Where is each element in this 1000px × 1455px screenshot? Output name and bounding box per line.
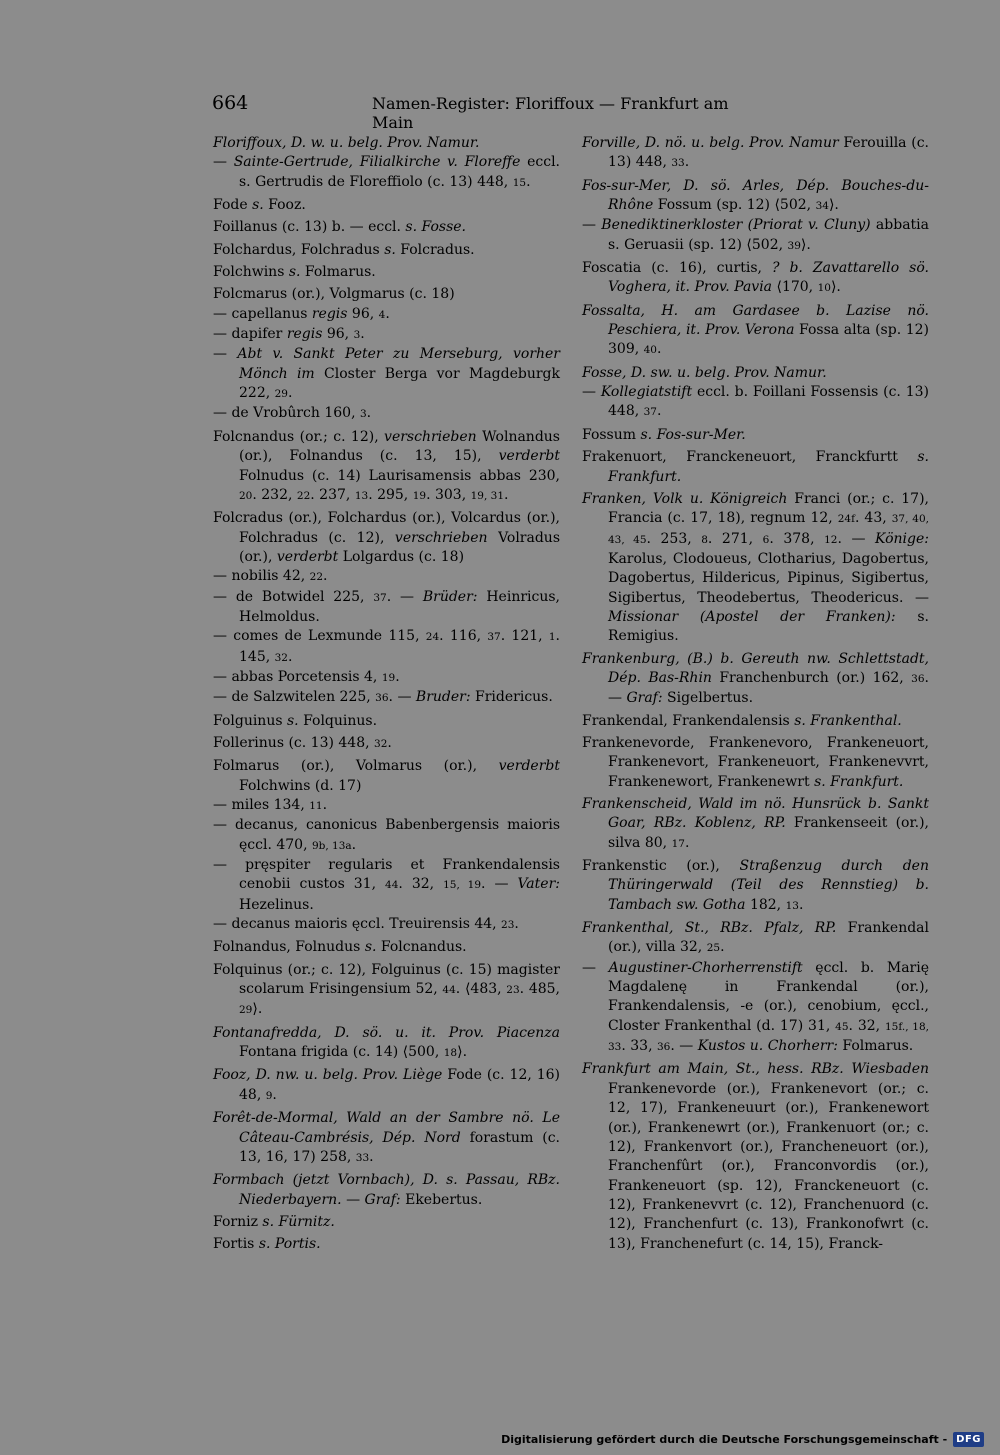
line-reference: 37 — [643, 406, 657, 419]
entry-text: . 116, — [439, 628, 488, 645]
line-reference: 44 — [385, 879, 399, 892]
line-reference: 39 — [787, 239, 801, 252]
index-entry — [213, 241, 560, 260]
line-reference: 24f — [837, 513, 855, 526]
entry-text: Wolnandus (or.), Folnandus (c. 13, 15), — [239, 428, 560, 465]
index-entry — [213, 404, 560, 424]
line-reference: 45 — [835, 1020, 849, 1033]
entry-text: . 32, — [398, 876, 444, 893]
entry-text: Folcnandus. — [376, 939, 467, 956]
entry-text: Foillanus (c. 13) b. — eccl. — [213, 219, 406, 236]
entry-text: . 271, — [707, 530, 763, 547]
line-reference: 34 — [815, 200, 829, 213]
italic-text: Frankenthal, St., RBz. Pfalz, RP. — [582, 920, 837, 937]
entry-text: ⟩. — [800, 236, 811, 253]
entry-text: . — [684, 834, 690, 851]
italic-text: Frankenburg, (B.) b. Gereuth nw. Schlettstadt, Dép. Bas-Rhin — [582, 650, 929, 686]
italic-text: Kustos u. Chorherr: — [697, 1038, 838, 1055]
index-entry — [213, 734, 560, 754]
index-entry — [582, 177, 929, 217]
line-reference: 36 — [657, 1041, 671, 1054]
line-reference: 24 — [425, 631, 440, 644]
entry-text: . — [657, 341, 662, 358]
page-footer — [501, 1429, 984, 1449]
line-reference: 44 — [442, 984, 456, 997]
line-reference: 36 — [911, 672, 925, 685]
line-reference: 11 — [309, 800, 323, 812]
line-reference: 29 — [239, 1004, 253, 1017]
index-entry — [213, 757, 560, 796]
entry-text: Folmarus. — [300, 264, 376, 281]
italic-text: Graf: — [626, 690, 663, 707]
entry-text: . — [366, 405, 372, 422]
index-entry — [213, 1024, 560, 1064]
entry-text: Forniz — [213, 1213, 263, 1230]
entry-text: Heinricus, Helmoldus. — [239, 588, 560, 625]
entry-text: . 121, — [500, 628, 549, 645]
entry-text: Frankendal (or.), villa 32, — [608, 920, 930, 956]
entry-text: — — [213, 346, 238, 363]
italic-text: s. Frankfurt. — [814, 773, 904, 790]
line-reference: 36 — [375, 692, 389, 705]
italic-text: s. Fürnitz. — [262, 1213, 335, 1230]
italic-text: Kollegiatstift — [600, 384, 693, 401]
entry-text: . 295, — [368, 486, 413, 503]
italic-text: s. — [384, 241, 396, 258]
entry-text: Folchwins (d. 17) — [239, 777, 362, 794]
entry-text: Frankendal, Frankendalensis — [582, 712, 795, 729]
line-reference: 18 — [443, 1047, 458, 1060]
entry-text: — — [341, 1191, 365, 1208]
italic-text: Forêt-de-Mormal, Wald an der Sambre nö. Le Câteau-Cambrésis, Dép. Nord — [213, 1110, 560, 1146]
index-entry — [213, 285, 560, 304]
entry-text: Fortis — [213, 1236, 259, 1253]
entry-text: — decanus, canonicus Babenbergensis maioris ęccl. 470, — [213, 817, 560, 853]
index-entry — [213, 938, 560, 957]
entry-text: . — [504, 486, 509, 503]
index-entry — [213, 196, 560, 215]
entry-text: Ferouilla (c. 13) 448, — [608, 135, 929, 171]
entry-text: . — — [837, 530, 876, 547]
italic-text: Fosse, D. sw. u. belg. Prov. Namur. — [582, 364, 827, 381]
index-entry — [213, 345, 560, 404]
line-reference: 13 — [785, 899, 799, 912]
entry-text: . — — [388, 689, 416, 706]
line-reference: 33 — [671, 157, 685, 170]
index-entry — [213, 153, 560, 193]
italic-text: Frankenscheid, Wald im nö. Hunsrück b. Sankt Goar, RBz. Koblenz, RP. — [582, 796, 929, 832]
entry-text: . — [798, 896, 804, 913]
entry-text: . — [385, 305, 390, 322]
entry-text: abbatia s. Geruasii (sp. 12) ⟨502, — [608, 217, 929, 253]
line-reference: 20 — [239, 489, 253, 502]
italic-text: Fontanafredda, D. sö. u. it. Prov. Piacenza — [213, 1024, 560, 1041]
index-entry — [582, 712, 929, 731]
entry-text: Folmarus (or.), Volmarus (or.), — [213, 758, 499, 775]
index-entry — [213, 567, 560, 587]
entry-text: Folchwins — [213, 264, 289, 281]
entry-text: Folnandus, Folnudus — [213, 939, 365, 956]
line-reference: 25 — [706, 942, 721, 955]
italic-text: s. Fosse. — [405, 219, 466, 236]
index-entry — [213, 688, 560, 708]
line-reference: 23 — [506, 984, 520, 997]
line-reference: 8 — [701, 533, 708, 546]
line-reference: 3 — [353, 329, 361, 342]
italic-text: Benediktinerkloster (Priorat v. Cluny) — [601, 217, 871, 234]
entry-text: ⟨170, — [772, 279, 818, 296]
italic-text: s. — [364, 939, 377, 956]
entry-text: ⟩. — [828, 197, 839, 214]
index-entry — [582, 383, 929, 423]
entry-text: Folguinus — [213, 712, 287, 729]
entry-text: Fossa alta (sp. 12) 309, — [608, 322, 930, 358]
entry-text: — de Vrobûrch 160, — [213, 405, 360, 422]
line-reference: 37 — [487, 631, 501, 644]
italic-text: s. — [252, 197, 264, 214]
entry-text: eccl. s. Gertrudis de Floreffiolo (c. 13) 448, — [239, 154, 560, 190]
entry-text: . 303, — [426, 486, 471, 503]
entry-text: Fode (c. 12, 16) 48, — [239, 1067, 561, 1103]
line-reference: 15 — [512, 176, 527, 189]
index-entry — [582, 216, 929, 256]
index-entry — [213, 816, 560, 856]
line-reference: 37 — [373, 591, 387, 604]
italic-text: Vater: — [517, 876, 560, 893]
line-reference: 23 — [501, 919, 515, 932]
entry-text: ⟩. — [252, 1001, 263, 1018]
entry-text: — pręspiter regularis et Frankendalensis cenobii custos 31, — [213, 857, 560, 893]
line-reference: 19 — [412, 489, 427, 502]
line-reference: 22 — [309, 571, 324, 584]
line-reference: 17 — [671, 837, 685, 850]
index-entry — [582, 650, 929, 709]
index-entry — [213, 263, 560, 282]
entry-text: — — [582, 384, 601, 401]
entry-text: . 33, — [621, 1038, 657, 1055]
italic-text: verderbt — [276, 548, 339, 565]
entry-text: — — [582, 959, 609, 976]
entry-text: — — [213, 154, 234, 171]
italic-text: s. Portis. — [258, 1236, 321, 1253]
entry-text: ęccl. b. Marię Magdalenę in Frankendal (or.), Frankendalensis, -e (or.), cenobium, ęccl., Closter Frankenthal (d. 17) 31, — [608, 959, 929, 1034]
entry-text: Folchardus, Folchradus — [213, 241, 385, 258]
entry-text: Volradus (or.), — [239, 529, 560, 565]
entry-text: Folcradus. — [395, 241, 475, 258]
index-entry — [582, 448, 929, 487]
entry-text: s. Remigius. — [608, 608, 929, 645]
index-entry — [213, 325, 560, 345]
entry-text: Fossum — [582, 426, 641, 443]
italic-text: Fossalta, H. am Gardasee b. Lazise nö. Peschiera, it. Prov. Verona — [582, 302, 929, 339]
index-entry — [582, 1060, 929, 1253]
page-number: 664 — [212, 92, 249, 114]
entry-text: Folcmarus (or.), Volgmarus (c. 18) — [213, 286, 455, 303]
index-entry — [582, 919, 929, 959]
entry-text: . — [369, 1148, 374, 1165]
italic-text: Graf: — [364, 1191, 401, 1208]
line-reference: 4 — [378, 308, 386, 321]
entry-text: . 253, — [646, 530, 702, 547]
entry-text: Folmarus. — [837, 1038, 914, 1055]
entry-text: Hezelinus. — [239, 896, 314, 913]
line-reference: 12 — [824, 533, 838, 546]
italic-text: verschrieben — [394, 529, 488, 546]
left-column — [213, 134, 560, 1255]
entry-text: — dapifer — [213, 326, 287, 343]
line-reference: 32 — [274, 651, 288, 664]
italic-text: Könige: — [875, 530, 929, 547]
index-entry — [582, 490, 929, 647]
italic-text: Fooz, D. nw. u. belg. Prov. Liège — [213, 1067, 443, 1084]
entry-text: Closter Berga vor Magdeburgk 222, — [239, 365, 560, 402]
entry-text: . — [514, 916, 519, 933]
entry-text: Sigelbertus. — [662, 690, 754, 707]
entry-text: . — — [481, 876, 518, 893]
italic-text: Franken, Volk u. Königreich — [582, 490, 788, 507]
entry-text: 96, — [347, 305, 379, 322]
entry-text: Franci (or.; c. 17), Francia (c. 17, 18), regnum 12, — [608, 490, 929, 527]
entry-text: — comes de Lexmunde 115, — [213, 628, 426, 645]
line-reference: 22 — [296, 489, 311, 502]
entry-text: Folquinus (or.; c. 12), Folguinus (c. 15) magister scolarum Frisingensium 52, — [213, 961, 560, 998]
index-entry — [213, 961, 560, 1021]
entry-text: Franchenburch (or.) 162, — [711, 669, 912, 686]
index-entry — [582, 959, 929, 1058]
entry-text: Lolgardus (c. 18) — [338, 548, 465, 565]
entry-text: . — [684, 154, 690, 171]
entry-text: Karolus, Clodoueus, Clotharius, Dagobertus, Dagobertus, Hildericus, Pipinus, Sigibertus, Sigibertus, Theodebertus, Theodericus. — — [608, 550, 929, 606]
entry-text: . ⟨483, — [455, 981, 507, 998]
entry-text: Folquinus. — [298, 712, 378, 729]
entry-text: . 32, — [848, 1017, 885, 1034]
italic-text: Missionar (Apostel der Franken): — [608, 608, 896, 625]
italic-text: s. — [286, 712, 299, 729]
entry-text: eccl. b. Foillani Fossensis (c. 13) 448, — [608, 384, 929, 420]
index-entry — [213, 712, 560, 731]
index-entry — [582, 302, 929, 361]
entry-text: . 237, — [310, 486, 355, 503]
entry-text: . — — [608, 669, 929, 707]
entry-text: ⟩. — [830, 279, 841, 296]
line-reference: 19 — [381, 671, 396, 684]
line-reference: 32 — [374, 737, 388, 750]
italic-text: regis — [311, 305, 348, 322]
index-entry — [213, 588, 560, 628]
entry-text: . 43, — [854, 510, 892, 527]
entry-text: Ekebertus. — [400, 1191, 483, 1208]
index-entry — [213, 915, 560, 935]
entry-text: Frankenstic (or.), — [582, 858, 740, 875]
index-entry — [582, 426, 929, 445]
italic-text: Formbach (jetzt Vornbach), D. s. Passau, RBz. Niederbayern. — [213, 1172, 560, 1208]
italic-text: regis — [286, 326, 323, 343]
italic-text: Abt v. Sankt Peter zu Merseburg, vorher Mönch im — [237, 346, 561, 382]
index-entry — [213, 218, 560, 237]
entry-text: — capellanus — [213, 305, 312, 322]
italic-text: s. Frankenthal. — [794, 712, 902, 729]
italic-text: s. Frankfurt. — [608, 449, 929, 485]
entry-text: . — [351, 836, 357, 853]
entry-text: Frankenevorde (or.), Frankenevort (or.; c. 12, 17), Frankeneuurt (or.), Frankenewort (or.), Frankenewrt (or.), Frankenuort (or.; c. 12), Frankenvort (or.), Francheneuort (or.), Franchenfûrt (or.), Franconvordis (or.), Frankeneuort (sp. 12), Franckeneuort (c. 12), Frankenevvrt (c. 12), Franchenuord (c. 12), Franchenfurt (c. 13), Frankonofwrt (c. 13), Franchenefurt (c. 14, 15), Franck- — [608, 1080, 929, 1252]
page-header — [212, 92, 772, 132]
entry-text: . 485, — [519, 981, 560, 998]
line-reference: 19, 31 — [470, 489, 505, 502]
index-entry — [213, 668, 560, 688]
index-entry — [582, 259, 929, 299]
entry-text: — de Botwidel 225, — [213, 588, 374, 605]
index-entry — [582, 734, 929, 792]
italic-text: Augustiner-Chorherrenstift — [608, 959, 803, 976]
dfg-logo: DFG — [953, 1432, 984, 1447]
italic-text: verschrieben — [384, 428, 477, 445]
line-reference: 15, 19 — [443, 879, 482, 892]
index-entry — [582, 795, 929, 854]
entry-text: Foscatia (c. 16), curtis, — [582, 260, 772, 277]
line-reference: 33 — [355, 1151, 370, 1164]
entry-text: — miles 134, — [213, 797, 310, 813]
italic-text: Straßenzug durch den Thüringerwald (Teil des Rennstieg) b. Tambach sw. Gotha — [608, 858, 929, 913]
entry-text: Fooz. — [263, 197, 306, 214]
index-entry — [213, 1213, 560, 1232]
entry-text: . 378, — [769, 530, 825, 547]
entry-text: . — [657, 403, 662, 420]
entry-text: ⟩. — [457, 1044, 468, 1061]
line-reference: 9 — [265, 1089, 273, 1102]
entry-text: — decanus maioris ęccl. Treuirensis 44, — [213, 916, 502, 933]
line-reference: 40 — [643, 344, 657, 357]
index-entry — [582, 857, 929, 916]
entry-text: Folcnandus (or.; c. 12), — [213, 428, 385, 445]
line-reference: 37, 40, 43, 45 — [608, 513, 929, 546]
index-entry — [582, 364, 929, 383]
running-title: Namen-Register: Floriffoux — Frankfurt am Main — [372, 94, 729, 132]
line-reference: 13 — [354, 489, 369, 502]
italic-text: ? b. Zavattarello sö. Voghera, it. Prov. Pavia — [608, 260, 929, 296]
entry-text: . 145, — [239, 628, 560, 665]
entry-text: 96, — [322, 326, 354, 343]
line-reference: 9b, 13a — [311, 839, 352, 852]
entry-text: Follerinus (c. 13) 448, — [213, 734, 375, 751]
entry-text: . — [288, 648, 293, 665]
italic-text: Frankfurt am Main, St., hess. RBz. Wiesbaden — [582, 1061, 929, 1078]
entry-text: — abbas Porcetensis 4, — [213, 668, 382, 685]
line-reference: 1 — [548, 631, 556, 644]
entry-text: Folcradus (or.), Folchardus (or.), Volcardus (or.), Folchradus (c. 12), — [213, 510, 560, 546]
index-entry — [213, 627, 560, 668]
entry-text: . — [322, 797, 328, 813]
index-entry — [213, 1171, 560, 1210]
entry-text: Frankenevorde, Frankenevoro, Frankeneuort, Frankenevort, Frankeneuort, Frankenevvrt, Frankenewort, Frankenewrt — [582, 734, 929, 790]
line-reference: 15f., 18, 33 — [608, 1020, 929, 1054]
entry-text: . — — [670, 1038, 698, 1055]
right-column — [582, 134, 929, 1254]
entry-text: Fossum (sp. 12) ⟨502, — [653, 197, 816, 214]
line-reference: 6 — [762, 533, 770, 546]
entry-text: . — [288, 385, 293, 402]
italic-text: s. — [288, 264, 301, 281]
index-entry — [213, 305, 560, 325]
line-reference: 10 — [817, 282, 831, 295]
italic-text: Floriffoux, D. w. u. belg. Prov. Namur. — [213, 135, 480, 151]
entry-text: . — — [386, 588, 423, 605]
line-reference: 3 — [359, 408, 367, 421]
entry-text: . — [272, 1086, 277, 1103]
entry-text: — de Salzwitelen 225, — [213, 689, 376, 706]
entry-text: . — [526, 173, 531, 190]
entry-text: . — [720, 939, 725, 956]
index-entry — [213, 1109, 560, 1168]
entry-text: — nobilis 42, — [213, 568, 310, 585]
index-entry — [213, 509, 560, 567]
entry-text: 182, — [745, 896, 786, 913]
entry-text: forastum (c. 13, 16, 17) 258, — [239, 1129, 560, 1165]
index-entry — [582, 134, 929, 174]
italic-text: verderbt — [498, 448, 560, 465]
line-reference: 29 — [274, 388, 288, 401]
entry-text: . — [387, 734, 392, 751]
entry-text: Fontana frigida (c. 14) ⟨500, — [239, 1044, 444, 1061]
entry-text: Frankenseeit (or.), silva 80, — [608, 815, 929, 851]
index-entry — [213, 796, 560, 816]
italic-text: verderbt — [498, 758, 560, 775]
entry-text: . — [360, 326, 365, 343]
italic-text: Sainte-Gertrude, Filialkirche v. Floreffe — [233, 154, 521, 171]
index-entry — [213, 856, 560, 915]
index-entry — [213, 428, 560, 506]
index-entry — [213, 134, 560, 153]
entry-text: Folnudus (c. 14) Laurisamensis abbas 230, — [239, 467, 560, 484]
entry-text: — — [582, 217, 602, 234]
entry-text: Fridericus. — [470, 689, 553, 706]
italic-text: s. Fos-sur-Mer. — [640, 426, 746, 443]
entry-text: Frakenuort, Franckeneuort, Franckfurtt — [582, 449, 918, 466]
index-entry — [213, 1235, 560, 1254]
funding-notice: Digitalisierung gefördert durch die Deutsche Forschungsgemeinschaft - — [501, 1432, 948, 1446]
entry-text: Fode — [213, 197, 253, 214]
entry-text: . — [323, 568, 328, 585]
index-entry — [213, 1066, 560, 1106]
italic-text: Brüder: — [422, 588, 478, 605]
italic-text: Fos-sur-Mer, D. sö. Arles, Dép. Bouches-du-Rhône — [582, 177, 929, 214]
italic-text: Forville, D. nö. u. belg. Prov. Namur — [582, 135, 839, 151]
entry-text: . — [395, 668, 400, 685]
entry-text: . 232, — [252, 486, 297, 503]
italic-text: Bruder: — [415, 689, 471, 706]
